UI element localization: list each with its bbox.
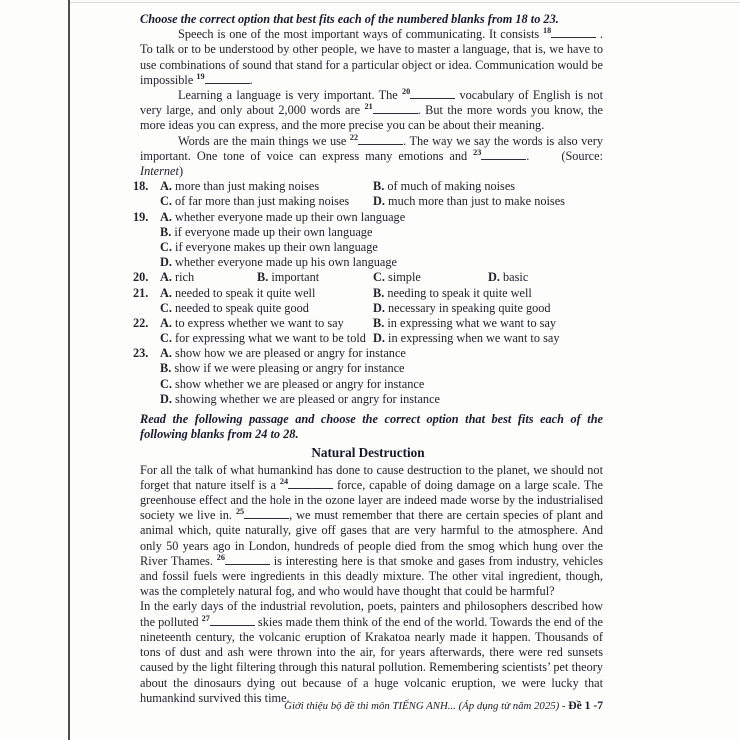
passage-paragraph-1: For all the talk of what humankind has done to cause destruction to the planet, we should not forget that nature itself is a $^{24}$ force, capable of doing damage on a large scale. The greenhouse effect and the hole in the ozone layer are indeed made worse by the industrialised society we live in. $^{25}$ , we must remember that there are certain species of plant and animal which, quite naturally, give off gases that are very harmful to the atmosphere. And only 50 years ago in London, hundreds of people died from the smog which hung over the River Thames. $^{26}$ is interesting here is that smoke and gases from industry, vehicles and fossil fuels were ingredients in this deadly mixture. The other vital ingredient, though, was the completely natural fog, and who would have thought that could be harmful?: [140, 462, 603, 599]
answer-option-b: B. of much of making noises: [373, 179, 516, 194]
blank-number: 22: [349, 132, 359, 142]
option-letter: D.: [373, 300, 389, 315]
answer-option-d: D. basic: [488, 270, 529, 285]
question-number: 19.: [133, 209, 149, 224]
question-number: 23.: [133, 346, 149, 361]
blank-number: 27: [201, 613, 210, 623]
option-letter: D.: [160, 255, 176, 270]
option-letter: A.: [160, 179, 176, 194]
question-number: 21.: [133, 285, 149, 300]
option-row: [133, 194, 603, 209]
answer-blank-line: [373, 103, 418, 114]
blank-number: 21: [364, 102, 373, 112]
left-page-edge-line: [68, 0, 70, 740]
question-number: 18.: [133, 179, 149, 194]
answer-option-a: A. needed to speak it quite well: [160, 285, 316, 300]
option-letter: D.: [488, 270, 504, 285]
option-letter: C.: [160, 239, 176, 254]
option-letter: A.: [160, 209, 176, 224]
answer-option-a: A. rich: [160, 270, 195, 285]
blank-number: 23: [473, 147, 482, 157]
option-letter: A.: [160, 270, 176, 285]
option-letter: D.: [373, 331, 389, 346]
blank-number: 19: [196, 71, 205, 81]
option-row: [133, 346, 603, 361]
option-letter: B.: [373, 315, 388, 330]
option-letter: C.: [160, 300, 176, 315]
page-footer: [284, 699, 603, 712]
option-row: [133, 210, 603, 225]
top-page-edge-line: [70, 2, 740, 3]
answer-blank-line: [210, 615, 255, 626]
question-22: [133, 316, 603, 346]
option-letter: A.: [160, 346, 176, 361]
option-row: [133, 361, 603, 376]
option-row: [133, 255, 603, 270]
option-row: [133, 377, 603, 392]
section1-instruction: Choose the correct option that best fits each of the numbered blanks from 18 to 23.: [140, 12, 559, 26]
option-letter: B.: [257, 270, 272, 285]
option-letter: C.: [373, 270, 389, 285]
section2-paragraphs: [133, 463, 603, 706]
cloze-paragraph-2: Learning a language is very important. The $^{20}$ vocabulary of English is not very large, and only about 2,000 words are $^{21}$ . But the more words you know, the more ideas you can express, and the more precise you can be about their meaning.: [140, 86, 604, 133]
answer-option-d: D. in expressing when we want to say: [373, 331, 560, 346]
answer-option-b: B. in expressing what we want to say: [373, 315, 557, 330]
answer-option-d: D. whether everyone made up his own language: [160, 255, 397, 270]
option-row: [133, 392, 603, 407]
option-letter: A.: [160, 285, 176, 300]
answer-option-b: B. needing to speak it quite well: [373, 285, 532, 300]
answer-option-d: D. necessary in speaking quite good: [373, 300, 551, 315]
answer-option-a: A. show how we are pleased or angry for instance: [160, 346, 406, 361]
question-20: [133, 270, 603, 285]
question-number: 22.: [133, 315, 149, 330]
option-row: [133, 301, 603, 316]
blank-number: 20: [402, 86, 411, 96]
answer-blank-line: [288, 478, 333, 489]
blank-number: 26: [216, 552, 225, 562]
page-content: [133, 12, 603, 706]
answer-option-a: A. whether everyone made up their own language: [160, 209, 406, 224]
answer-blank-line: [225, 554, 270, 565]
option-row: [133, 270, 603, 285]
answer-option-a: A. to express whether we want to say: [160, 315, 344, 330]
option-letter: B.: [160, 224, 175, 239]
option-row: [133, 331, 603, 346]
question-21: [133, 286, 603, 316]
option-row: [133, 240, 603, 255]
option-letter: D.: [160, 391, 176, 406]
option-letter: D.: [373, 194, 389, 209]
cloze-paragraph-1: Speech is one of the most important ways of communicating. It consists $^{18}$ . To talk or to be understood by other people, we have to master a language, that is, we have to use combinations of sound that stand for a particular object or idea. Communication would be impossible $^{19}$ .: [140, 26, 603, 87]
answer-blank-line: [205, 73, 250, 84]
question-19: [133, 210, 603, 271]
option-letter: B.: [373, 179, 388, 194]
answer-option-c: C. show whether we are pleased or angry for instance: [160, 376, 425, 391]
section1-paragraphs: [133, 27, 603, 179]
answer-blank-line: [244, 508, 289, 519]
option-row: [133, 179, 603, 194]
option-row: [133, 225, 603, 240]
option-letter: B.: [160, 361, 175, 376]
answer-option-c: C. simple: [373, 270, 421, 285]
answer-option-c: C. needed to speak quite good: [160, 300, 309, 315]
answer-blank-line: [358, 134, 403, 145]
answer-option-d: D. showing whether we are pleased or angry for instance: [160, 391, 440, 406]
answer-option-b: B. important: [257, 270, 320, 285]
passage-title: Natural Destruction: [311, 445, 425, 461]
answer-option-c: C. for expressing what we want to be told: [160, 331, 366, 346]
option-letter: C.: [160, 331, 176, 346]
footer-source-text: Giới thiệu bộ đề thi môn TIẾNG ANH... (Áp dụng từ năm 2025) -: [284, 700, 569, 712]
option-row: [133, 286, 603, 301]
passage-paragraph-2: In the early days of the industrial revolution, poets, painters and philosophers described how the polluted $^{27}$ skies made them think of the end of the world. Towards the end of the nineteenth century, the volcanic eruption of Krakatoa nearly made it happen. Thousands of tons of dust and ash were thrown into the air, for years afterwards, there were red sunsets caused by the light filtering through this natural pollution. Remembering scientists’ pet theory about the dinosaurs dying out because of a huge volcanic eruption, we were lucky that humankind survived this time.: [140, 599, 603, 705]
answer-option-a: A. more than just making noises: [160, 179, 320, 194]
footer-booklet-label: Đề 1: [568, 699, 591, 712]
answer-option-c: C. of far more than just making noises: [160, 194, 350, 209]
blank-number: 25: [235, 507, 245, 517]
option-letter: A.: [160, 315, 176, 330]
answer-blank-line: [481, 149, 526, 160]
option-letter: B.: [373, 285, 388, 300]
question-list: [133, 179, 603, 407]
answer-blank-line: [551, 27, 596, 38]
section2-instruction: Read the following passage and choose the correct option that best fits each of the following blanks from 24 to 28.: [140, 412, 603, 442]
question-23: [133, 346, 603, 407]
question-number: 20.: [133, 270, 149, 285]
answer-option-d: D. much more than just to make noises: [373, 194, 565, 209]
answer-option-b: B. show if we were pleasing or angry for instance: [160, 361, 405, 376]
option-row: [133, 316, 603, 331]
footer-page-number: -7: [590, 699, 603, 712]
blank-number: 24: [279, 476, 289, 486]
source-name: Internet: [140, 164, 179, 179]
answer-option-c: C. if everyone makes up their own language: [160, 239, 378, 254]
blank-number: 18: [542, 26, 552, 36]
answer-blank-line: [410, 88, 455, 99]
answer-option-b: B. if everyone made up their own language: [160, 224, 373, 239]
cloze-paragraph-3: Words are the main things we use $^{22}$ . The way we say the words is also very important. One tone of voice can express many emotions and $^{23}$ . (Source: Internet): [140, 132, 604, 179]
option-letter: C.: [160, 376, 176, 391]
question-18: [133, 179, 603, 209]
option-letter: C.: [160, 194, 176, 209]
